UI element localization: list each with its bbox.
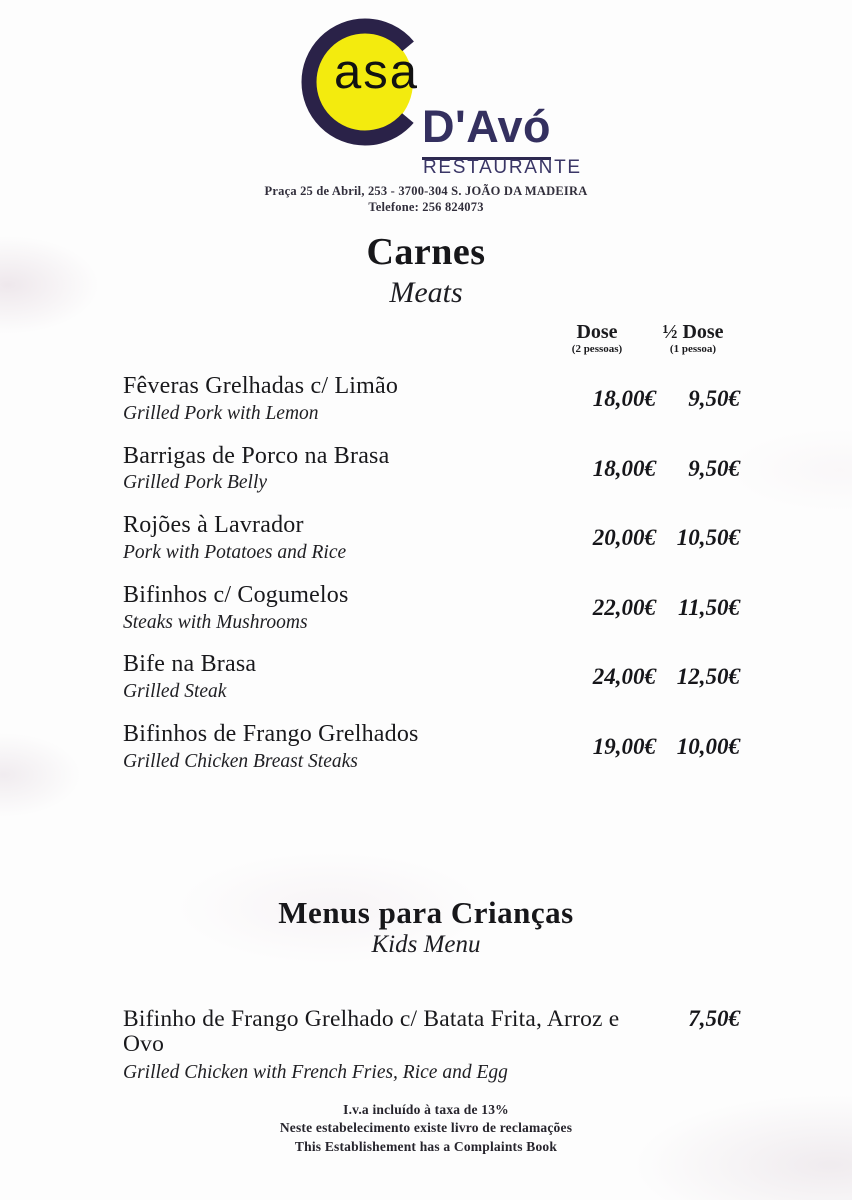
footer-line-complaints-pt: Neste estabelecimento existe livro de reclamações — [279, 1120, 573, 1136]
menu-item — [123, 652, 740, 702]
menu-item — [123, 444, 740, 494]
price: 7,50€ — [688, 1006, 740, 1031]
restaurant-name: D'Avó — [422, 98, 551, 160]
section-title-en: Meats — [389, 275, 463, 309]
phone-line: Telefone: 256 824073 — [368, 200, 484, 215]
item-name-en: Grilled Steak — [123, 681, 227, 703]
price-dose: 24,00€ — [592, 664, 656, 690]
item-name-pt: Bifinhos de Frango Grelhados — [123, 721, 419, 748]
price-column-headers — [123, 322, 740, 356]
footer-line-complaints-en: This Establishement has a Complaints Book — [294, 1138, 558, 1154]
section-title-pt: Carnes — [366, 231, 486, 273]
section-title-meats — [0, 233, 852, 309]
item-name-pt: Bifinhos c/ Cogumelos — [123, 581, 349, 608]
price-dose: 18,00€ — [592, 386, 656, 412]
item-name-en: Pork with Potatoes and Rice — [123, 541, 347, 563]
price-half-dose: 9,50€ — [688, 386, 740, 412]
item-name-en: Grilled Pork Belly — [123, 472, 268, 494]
section-title-en: Kids Menu — [371, 930, 481, 958]
menu-item — [123, 513, 740, 563]
price-dose: 19,00€ — [592, 734, 656, 760]
menu-item — [123, 1006, 740, 1084]
section-title-pt: Menus para Crianças — [278, 895, 574, 930]
item-name-en: Grilled Chicken with French Fries, Rice and Egg — [123, 1062, 508, 1084]
item-name-pt: Barrigas de Porco na Brasa — [123, 442, 390, 469]
item-name-pt: Fêveras Grelhadas c/ Limão — [123, 373, 399, 399]
kids-item-list — [123, 1006, 740, 1084]
footer-notes — [0, 1101, 852, 1156]
address-line: Praça 25 de Abril, 253 - 3700-304 S. JOÃO DA MADEIRA — [264, 184, 588, 198]
item-name-en: Grilled Chicken Breast Steaks — [123, 750, 358, 772]
item-name-en: Grilled Pork with Lemon — [123, 402, 319, 424]
item-name-pt: Bifinho de Frango Grelhado c/ Batata Frita, Arroz e Ovo — [123, 1006, 620, 1058]
price-dose: 22,00€ — [592, 594, 656, 620]
price-half-dose: 12,50€ — [676, 664, 740, 690]
logo-asa-text: asa — [334, 45, 420, 99]
item-name-pt: Rojões à Lavrador — [123, 512, 304, 539]
column-header-half-dose: ½ Dose (1 pessoa) — [662, 321, 724, 355]
footer-line-vat: I.v.a incluído à taxa de 13% — [343, 1102, 509, 1117]
restaurant-logo — [296, 12, 582, 184]
price-half-dose: 10,00€ — [676, 734, 740, 760]
menu-item — [123, 583, 740, 633]
item-name-pt: Bife na Brasa — [123, 651, 257, 678]
menu-item — [123, 722, 740, 772]
item-name-en: Steaks with Mushrooms — [123, 611, 308, 633]
menu-item — [123, 374, 740, 424]
price-half-dose: 11,50€ — [678, 594, 740, 620]
price-dose: 18,00€ — [592, 455, 656, 481]
address-block — [0, 183, 852, 216]
price-dose: 20,00€ — [592, 525, 656, 551]
price-half-dose: 10,50€ — [676, 525, 740, 551]
restaurant-subtitle: RESTAURANTE — [423, 157, 582, 178]
meats-item-list — [123, 374, 740, 792]
column-header-dose: Dose (2 pessoas) — [571, 321, 623, 355]
price-half-dose: 9,50€ — [688, 455, 740, 481]
section-title-kids — [0, 897, 852, 958]
